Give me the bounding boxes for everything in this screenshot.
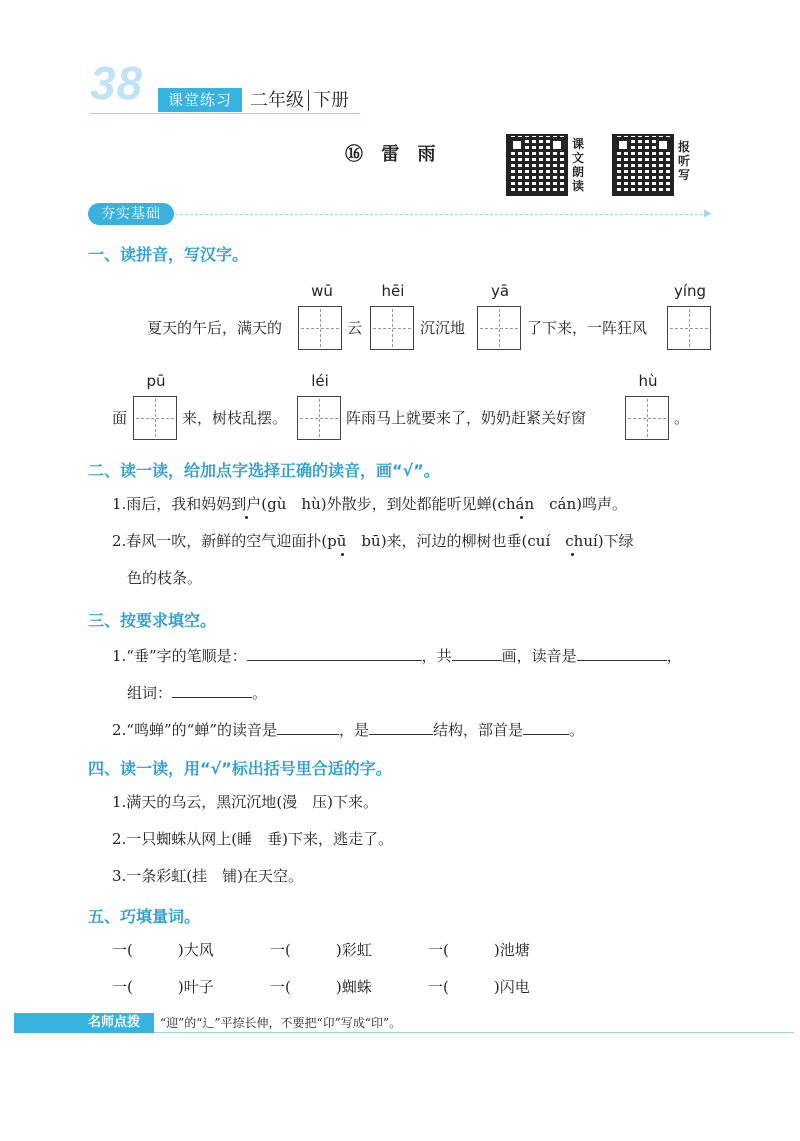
emphasis-dot — [520, 516, 523, 519]
answer-blank-stroke-order[interactable] — [247, 644, 422, 661]
pinyin-ying: yíng — [673, 282, 707, 300]
measure-word-item[interactable]: 一( )闪电 — [428, 978, 530, 996]
answer-blank-word[interactable] — [172, 681, 252, 698]
emphasis-dot — [341, 553, 344, 556]
answer-blank-radical[interactable] — [523, 718, 569, 735]
measure-word-item[interactable]: 一( )彩虹 — [270, 941, 372, 959]
header-divider — [90, 113, 360, 114]
s1-line2-text-2: 来，树枝乱摆。 — [182, 409, 288, 427]
s1-line2-text-4: 。 — [674, 409, 690, 427]
practice-badge: 课堂练习 — [158, 88, 242, 112]
s2-question-1: 1.雨后，我和妈妈到户(gù hù)外散步，到处都能听见蝉(chán cán)鸣声。 — [112, 495, 627, 513]
answer-blank-structure[interactable] — [369, 718, 433, 735]
pinyin-ya: yā — [490, 282, 510, 300]
s3-q2-part-a: 2.“鸣蝉”的“蝉”的读音是 — [112, 721, 277, 739]
qr-code-dictation[interactable] — [612, 134, 674, 196]
s1-line2-text-3: 阵雨马上就要来了，奶奶赶紧关好窗 — [346, 409, 587, 427]
s2-question-2b: 色的枝条。 — [127, 569, 203, 587]
s1-line1-text-2: 云 — [347, 319, 363, 337]
pinyin-hei: hēi — [381, 282, 405, 300]
pinyin-lei: léi — [311, 372, 329, 390]
s1-line1-text-1: 夏天的午后，满天的 — [147, 319, 283, 337]
s1-line1-text-3: 沉沉地 — [420, 319, 466, 337]
qr-label-reading: 课文朗读 — [572, 137, 585, 193]
footer-tip-label: 名师点拨 — [87, 1015, 140, 1030]
footer-divider — [154, 1032, 794, 1033]
section4-title: 四、读一读，用“√”标出括号里合适的字。 — [88, 759, 392, 778]
s4-question-2: 2.一只蜘蛛从网上(睡 垂)下来，逃走了。 — [112, 830, 394, 848]
pinyin-hu: hù — [638, 372, 658, 390]
answer-blank-stroke-count[interactable] — [452, 644, 502, 661]
qr-code-reading[interactable] — [506, 134, 568, 196]
s1-line1-text-4: 了下来，一阵狂风 — [527, 319, 648, 337]
s3-question-2 — [112, 718, 584, 740]
measure-word-item[interactable]: 一( )大风 — [112, 941, 214, 959]
volume-text: 下册 — [313, 90, 349, 111]
write-box-wu[interactable] — [298, 306, 342, 350]
write-box-hu[interactable] — [625, 396, 669, 440]
answer-blank-chan-pinyin[interactable] — [277, 718, 339, 735]
write-box-ya[interactable] — [477, 306, 521, 350]
s3-question-1 — [112, 644, 682, 666]
lesson-title: ⑯ 雷 雨 — [345, 144, 442, 165]
s2-question-2a: 2.春风一吹，新鲜的空气迎面扑(pū bū)来，河边的柳树也垂(cuí chuí)下绿 — [112, 532, 634, 550]
s3-question-1-words — [127, 681, 267, 703]
section1-title: 一、读拼音，写汉字。 — [88, 245, 249, 264]
arrow-right-icon: ▶ — [704, 208, 712, 219]
emphasis-dot — [245, 516, 248, 519]
s1-line2-text-1: 面 — [112, 409, 128, 427]
s4-question-1: 1.满天的乌云，黑沉沉地(漫 压)下来。 — [112, 793, 379, 811]
section3-title: 三、按要求填空。 — [88, 611, 217, 630]
s3-q2-part-b: ，是 — [339, 721, 370, 739]
pinyin-wu: wū — [311, 282, 333, 300]
section2-title: 二、读一读，给加点字选择正确的读音，画“√”。 — [88, 461, 440, 480]
measure-word-item[interactable]: 一( )池塘 — [428, 941, 530, 959]
write-box-ying[interactable] — [667, 306, 711, 350]
grade-label — [250, 86, 349, 112]
s3-q1-part-e: 组词： — [127, 684, 173, 702]
s4-question-3: 3.一条彩虹(挂 铺)在天空。 — [112, 867, 304, 885]
pinyin-pu: pū — [146, 372, 166, 390]
s3-q2-part-d: 。 — [569, 721, 585, 739]
s3-q1-part-c: 画，读音是 — [501, 647, 577, 665]
s3-q1-part-d: ， — [666, 647, 682, 665]
grade-text: 二年级 — [250, 90, 304, 111]
page-number: 38 — [90, 57, 144, 109]
write-box-pu[interactable] — [133, 396, 177, 440]
write-box-lei[interactable] — [297, 396, 341, 440]
measure-word-item[interactable]: 一( )蜘蛛 — [270, 978, 372, 996]
s3-q1-part-a: 1.“垂”字的笔顺是： — [112, 647, 247, 665]
measure-word-item[interactable]: 一( )叶子 — [112, 978, 214, 996]
emphasis-dot — [571, 553, 574, 556]
banner-dashed-line — [160, 214, 708, 215]
section5-title: 五、巧填量词。 — [88, 907, 201, 926]
answer-blank-pronunciation[interactable] — [577, 644, 667, 661]
s3-q1-part-b: ，共 — [421, 647, 452, 665]
s3-q1-part-f: 。 — [252, 684, 268, 702]
s3-q2-part-c: 结构，部首是 — [433, 721, 524, 739]
write-box-hei[interactable] — [370, 306, 414, 350]
qr-label-dictation: 报听写 — [678, 140, 691, 182]
section-banner: 夯实基础 — [88, 203, 174, 225]
footer-tip-text: “迎”的“辶”平捺长伸，不要把“卬”写成“印”。 — [160, 1016, 402, 1030]
